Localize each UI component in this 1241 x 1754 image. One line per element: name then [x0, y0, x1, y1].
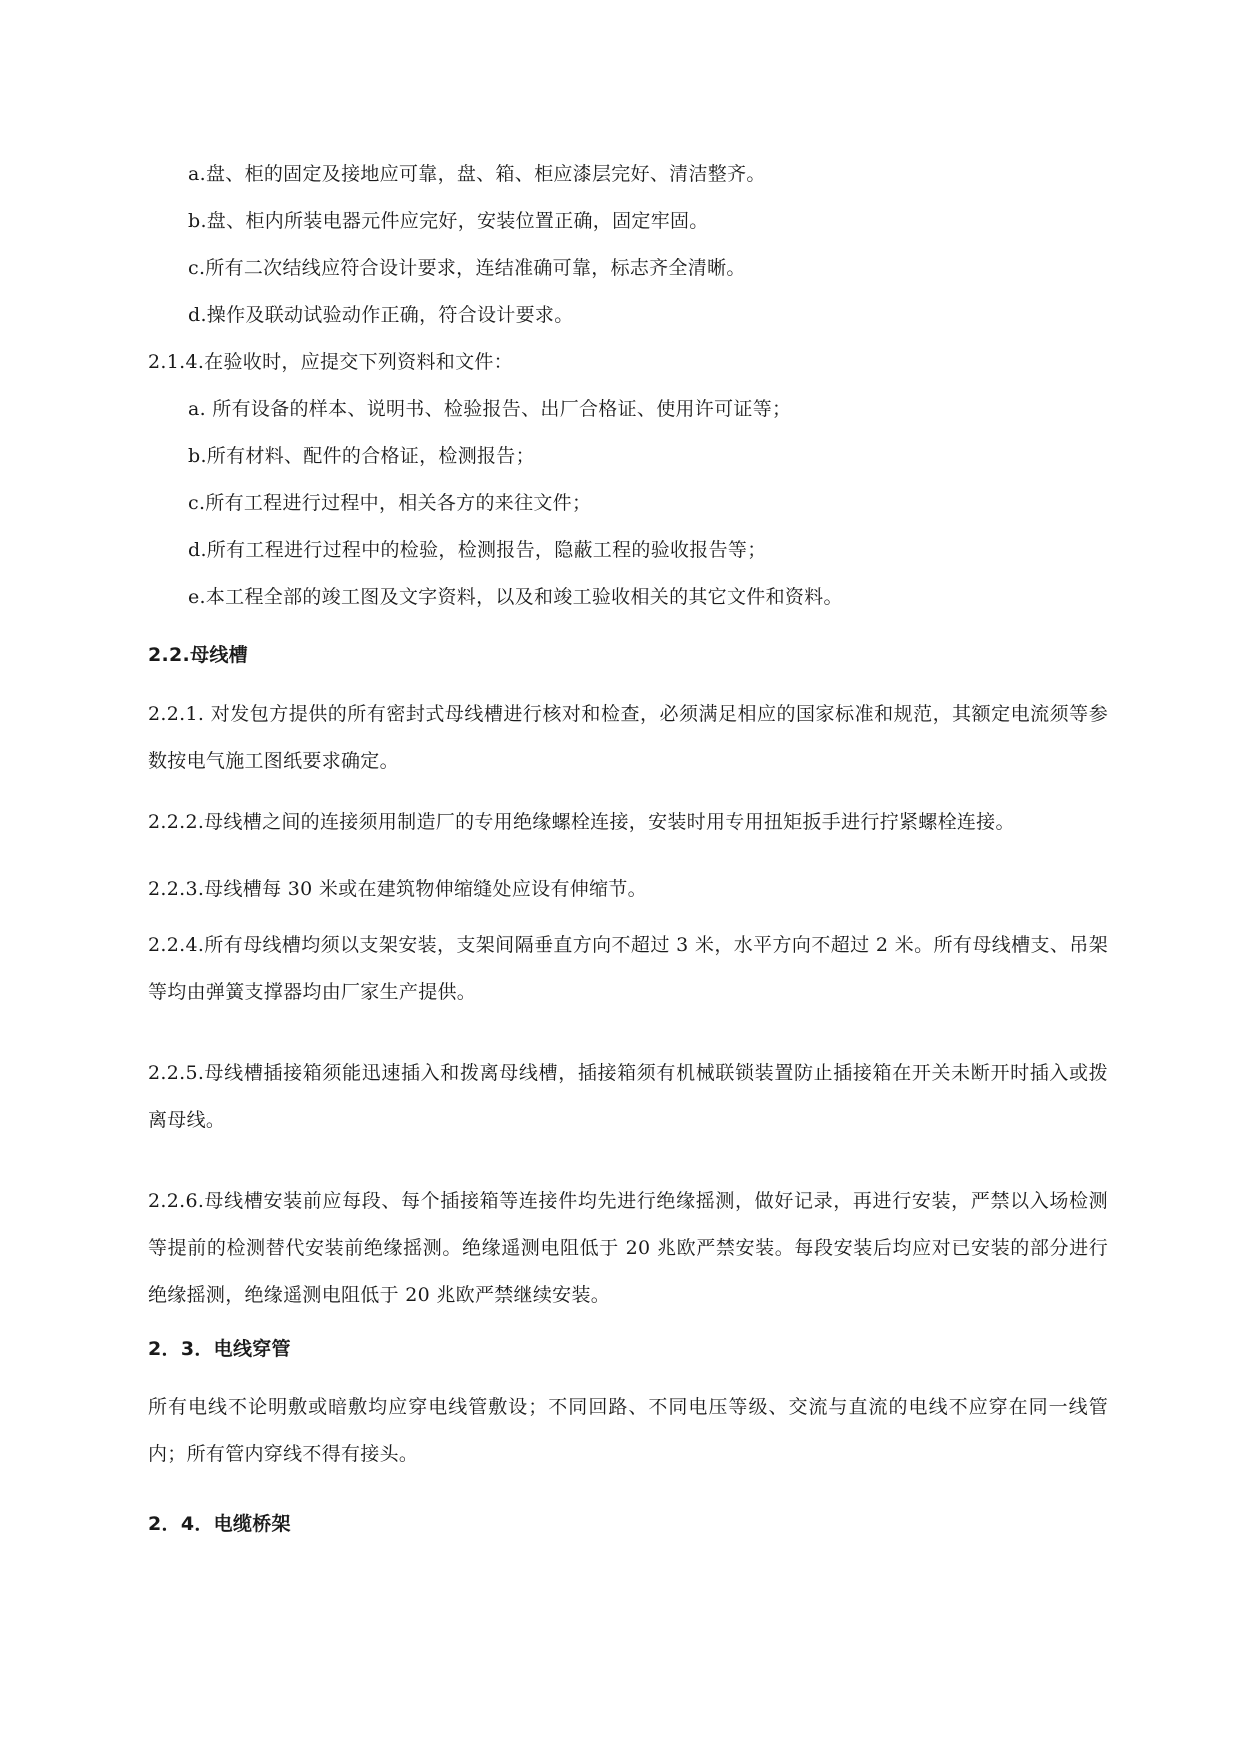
- paragraph-2-2-2: 2.2.2.母线槽之间的连接须用制造厂的专用绝缘螺栓连接，安装时用专用扭矩扳手进行拧紧螺栓连接。: [148, 811, 1015, 833]
- paragraph-2-2-5: 2.2.5.母线槽插接箱须能迅速插入和拨离母线槽，插接箱须有机械联锁装置防止插接箱在开关未断开时插入或拨离母线。: [148, 1062, 1108, 1131]
- section-title-2-2: 2.2.母线槽: [148, 644, 248, 666]
- list-item-2-1-3-d: d.操作及联动试验动作正确，符合设计要求。: [188, 304, 574, 326]
- list-item-2-1-4-c: c.所有工程进行过程中，相关各方的来往文件；: [188, 492, 592, 514]
- paragraph-2-2-1: 2.2.1. 对发包方提供的所有密封式母线槽进行核对和检查，必须满足相应的国家标准和规范，其额定电流须等参数按电气施工图纸要求确定。: [148, 703, 1108, 772]
- section-title-2-3: 2．3．电线穿管: [148, 1338, 291, 1360]
- list-item-2-1-3-c: c.所有二次结线应符合设计要求，连结准确可靠，标志齐全清晰。: [188, 257, 746, 279]
- paragraph-2-2-6: 2.2.6.母线槽安装前应每段、每个插接箱等连接件均先进行绝缘摇测，做好记录，再进行安装，严禁以入场检测等提前的检测替代安装前绝缘摇测。绝缘遥测电阻低于 20 兆欧严禁安装。每段安装后均应对已安装的部分进行绝缘摇测，绝缘遥测电阻低于 20 兆欧严禁继续安装。: [148, 1190, 1108, 1306]
- list-item-2-1-4-b: b.所有材料、配件的合格证，检测报告；: [188, 445, 535, 467]
- list-item-2-1-3-a: a.盘、柜的固定及接地应可靠，盘、箱、柜应漆层完好、清洁整齐。: [188, 163, 766, 185]
- list-item-2-1-4-d: d.所有工程进行过程中的检验，检测报告，隐蔽工程的验收报告等；: [188, 539, 767, 561]
- subsection-heading-2-1-4: 2.1.4.在验收时，应提交下列资料和文件：: [148, 351, 513, 373]
- list-item-2-1-3-b: b.盘、柜内所装电器元件应完好，安装位置正确，固定牢固。: [188, 210, 709, 232]
- list-item-2-1-4-a: a. 所有设备的样本、说明书、检验报告、出厂合格证、使用许可证等；: [188, 398, 792, 420]
- list-item-2-1-4-e: e.本工程全部的竣工图及文字资料，以及和竣工验收相关的其它文件和资料。: [188, 586, 843, 608]
- section-title-2-4: 2．4．电缆桥架: [148, 1513, 291, 1535]
- paragraph-2-2-3: 2.2.3.母线槽每 30 米或在建筑物伸缩缝处应设有伸缩节。: [148, 878, 647, 900]
- paragraph-2-3: 所有电线不论明敷或暗敷均应穿电线管敷设；不同回路、不同电压等级、交流与直流的电线不应穿在同一线管内；所有管内穿线不得有接头。: [148, 1396, 1108, 1465]
- paragraph-2-2-4: 2.2.4.所有母线槽均须以支架安装，支架间隔垂直方向不超过 3 米，水平方向不超过 2 米。所有母线槽支、吊架等均由弹簧支撑器均由厂家生产提供。: [148, 934, 1108, 1003]
